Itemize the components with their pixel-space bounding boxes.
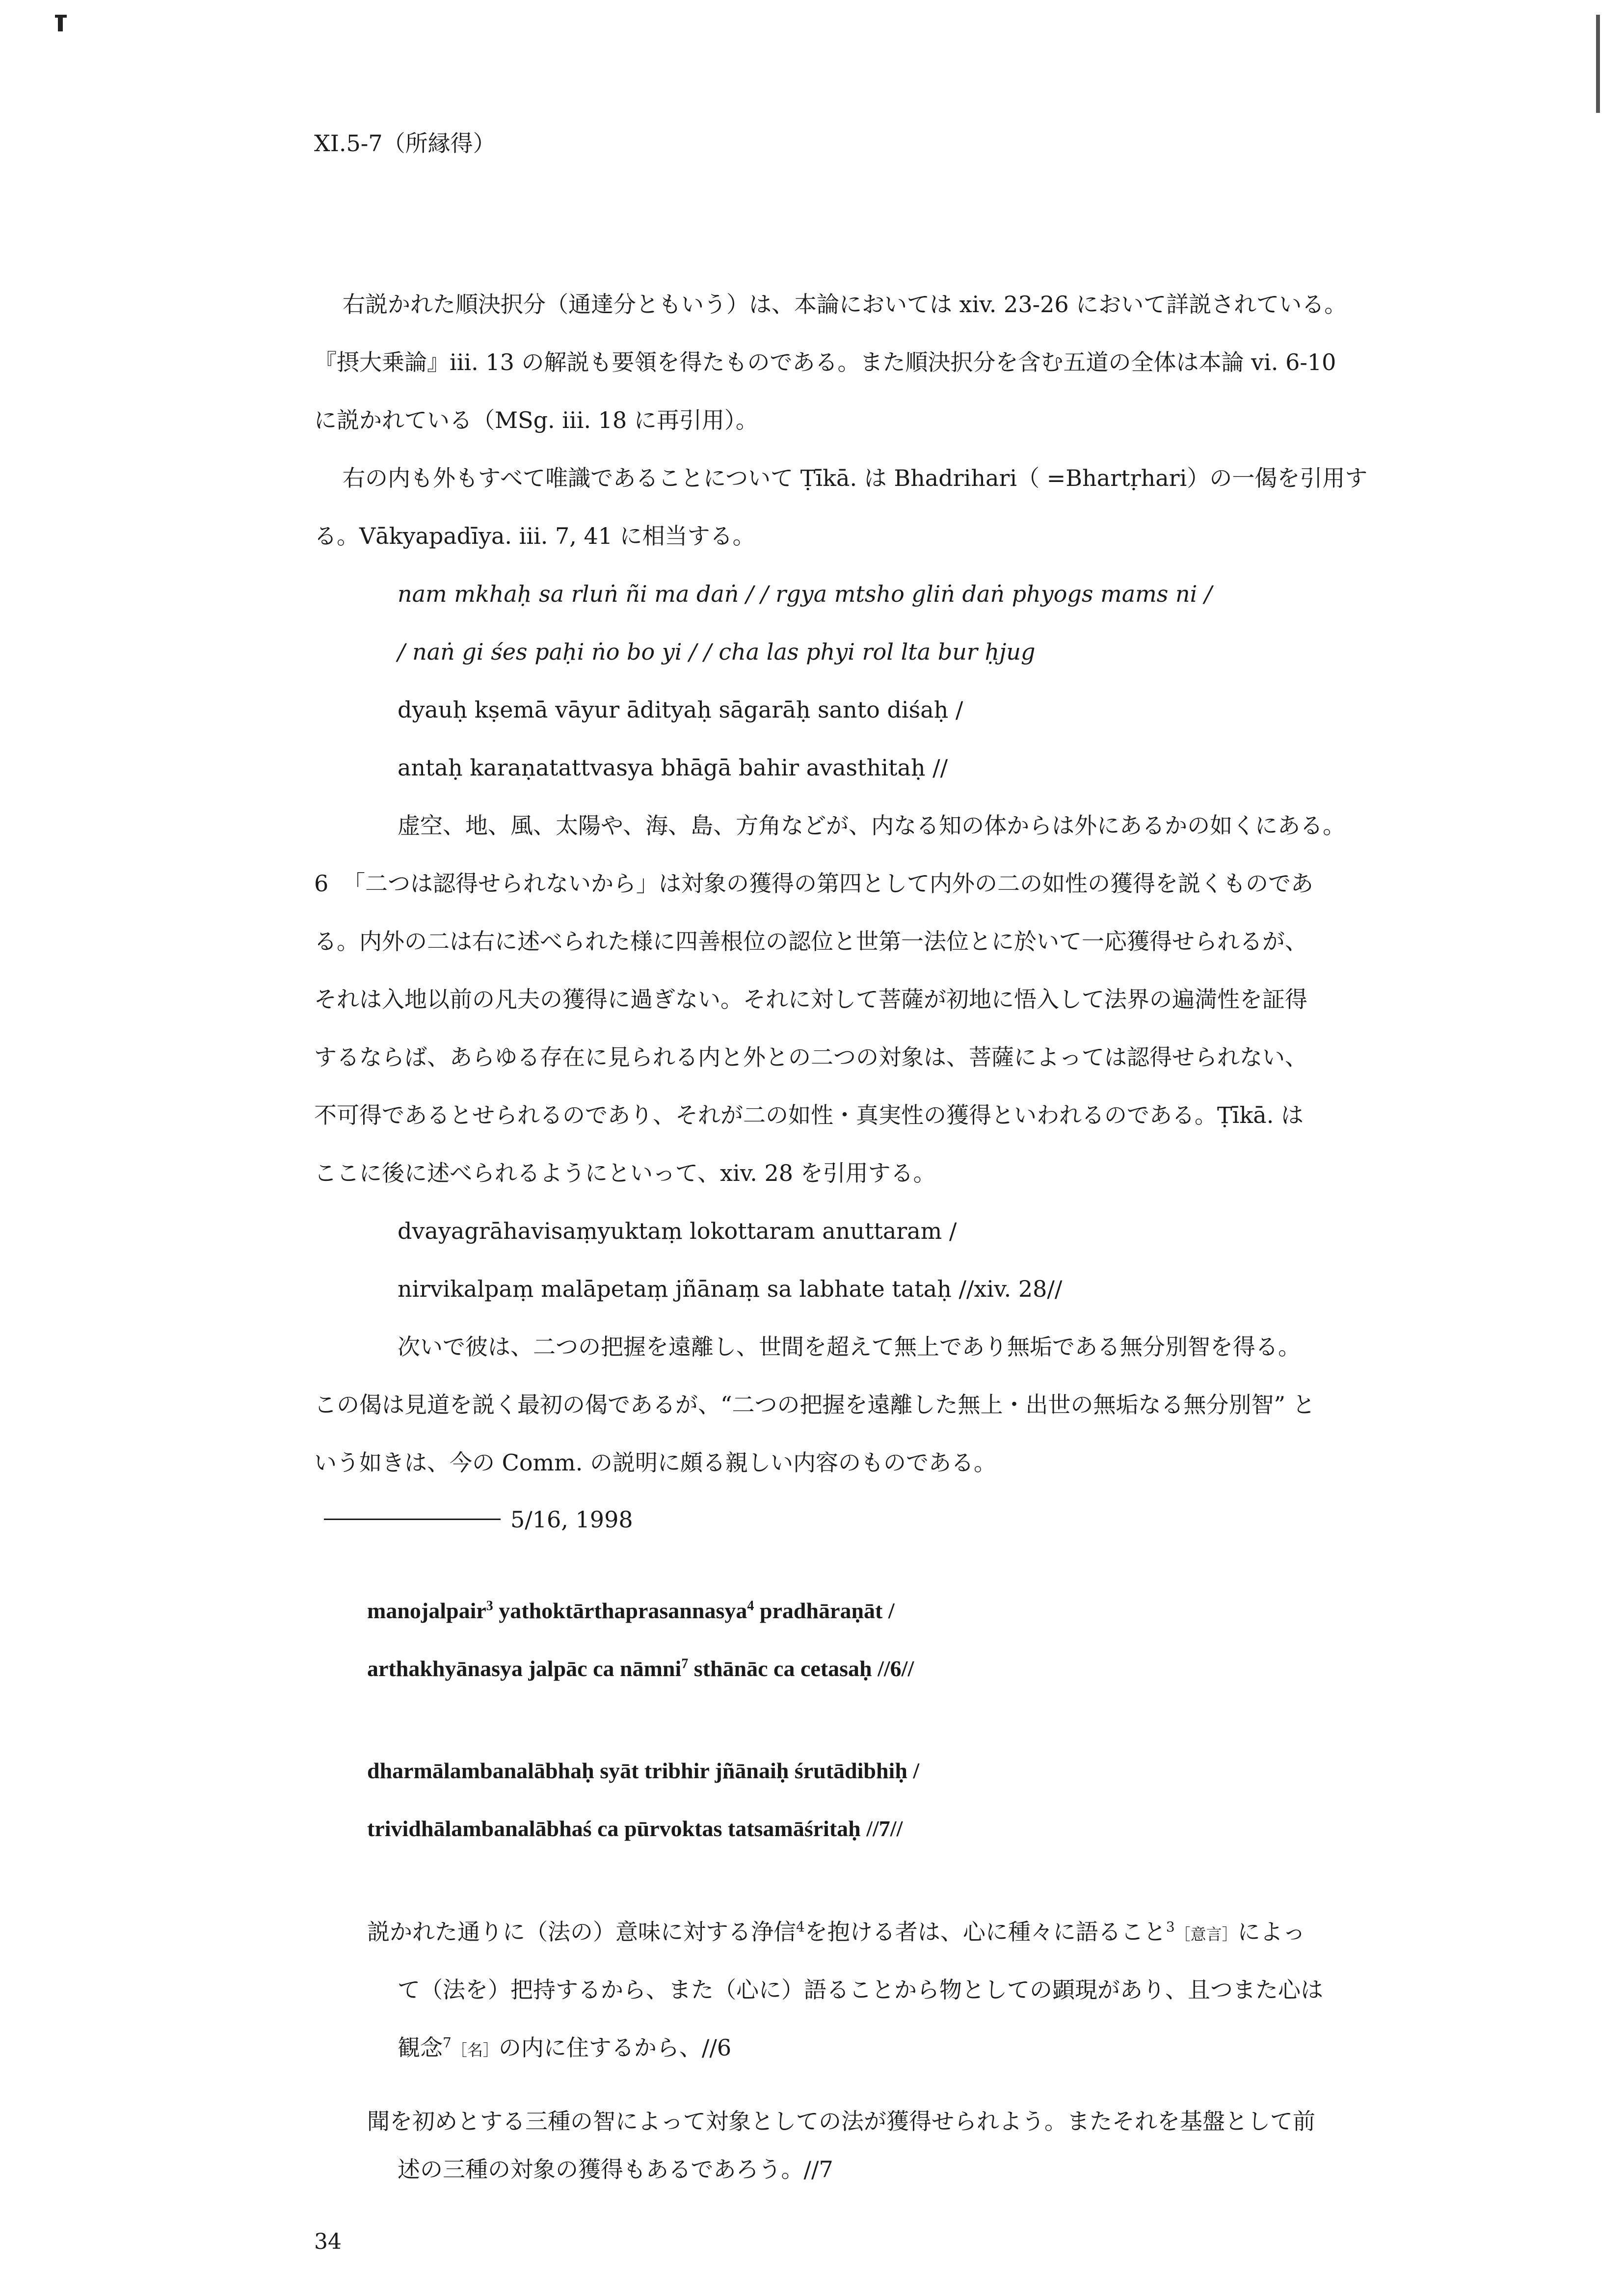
- gloss-iigon: ［意言］: [1174, 1925, 1238, 1944]
- tibetan-verse-line-1: nam mkhaḥ sa rluṅ ñi ma daṅ / / rgya mtsho gliṅ daṅ phyogs mams ni /: [398, 581, 1212, 607]
- verse6-phrase-arthakhyanasya: arthakhyānasya jalpāc ca nāmni: [367, 1656, 682, 1681]
- date-rule: [324, 1519, 501, 1520]
- xiv28-verse-line-1: dvayagrāhavisaṃyuktaṃ lokottaram anuttaram /: [398, 1218, 957, 1244]
- verse7-line-1: dharmālambanalābhaḥ syāt tribhir jñānaiḥ śrutādibhiḥ /: [367, 1758, 920, 1783]
- verse6-line-2: [367, 1654, 914, 1683]
- verse6-word-yathoktartha: yathoktārthaprasannasya: [493, 1598, 747, 1623]
- xiv28-translation-line-2: この偈は見道を説く最初の偈であるが、“二つの把握を遠離した無上・出世の無垢なる無分別智” と: [314, 1391, 1315, 1418]
- commentary-line-5: る。Vākyapadīya. iii. 7, 41 に相当する。: [314, 523, 755, 549]
- note6-line-3: それは入地以前の凡夫の獲得に過ぎない。それに対して菩薩が初地に悟入して法界の遍満性を証得: [314, 986, 1307, 1013]
- translation6-part-c: によっ: [1237, 1919, 1305, 1945]
- note6-line-6: ここに後に述べられるようにといって、xiv. 28 を引用する。: [314, 1160, 936, 1186]
- verse6-word-manojalpair: manojalpair: [367, 1598, 486, 1623]
- note6-line-5: 不可得であるとせられるのであり、それが二の如性・真実性の獲得といわれるのである。Ṭīkā. は: [314, 1102, 1304, 1128]
- scan-mark-top-left-bar: [55, 15, 67, 18]
- footnote-marker-4: 4: [747, 1598, 754, 1614]
- translation6-ending: の内に住するから、//6: [498, 2034, 732, 2061]
- verse6-word-pradharanat: pradhāraṇāt /: [754, 1598, 895, 1623]
- xiv28-translation-line-1: 次いで彼は、二つの把握を遠離し、世間を超えて無上であり無垢である無分別智を得る。: [398, 1334, 1301, 1360]
- note6-line-2: る。内外の二は右に述べられた様に四善根位の認位と世第一法位とに於いて一応獲得せられるが、: [314, 928, 1307, 955]
- translation-footnote-4: 4: [796, 1919, 805, 1935]
- verse6-line-1: [367, 1596, 895, 1626]
- commentary-line-3: に説かれている（MSg. iii. 18 に再引用）。: [314, 407, 758, 433]
- gloss-myo: ［名］: [451, 2041, 499, 2059]
- sanskrit-verse-line-2: antaḥ karaṇatattvasya bhāgā bahir avasthitaḥ //: [398, 754, 948, 781]
- verse7-line-2: trividhālambanalābhaś ca pūrvoktas tatsamāśritaḥ //7//: [367, 1816, 903, 1841]
- date-stamp: 5/16, 1998: [510, 1506, 633, 1533]
- translation6-word-kannen: 観念: [398, 2034, 443, 2061]
- footnote-marker-3: 3: [486, 1598, 493, 1614]
- tibetan-verse-line-2: / naṅ gi śes paḥi ṅo bo yi / / cha las phyi rol lta bur ḥjug: [398, 639, 1036, 665]
- note-number-6: 6: [314, 870, 329, 897]
- page-number: 34: [314, 2229, 342, 2254]
- translation-footnote-3: 3: [1166, 1919, 1175, 1935]
- commentary-line-1: 右説かれた順決択分（通達分ともいう）は、本論においては xiv. 23-26 において詳説されている。: [343, 291, 1347, 318]
- translation6-part-a: 説かれた通りに（法の）意味に対する浄信: [367, 1919, 796, 1945]
- footnote-marker-7: 7: [681, 1656, 689, 1672]
- xiv28-verse-line-2: nirvikalpaṃ malāpetaṃ jñānaṃ sa labhate tataḥ //xiv. 28//: [398, 1276, 1063, 1302]
- verse6-phrase-sthanac: sthānāc ca cetasaḥ //6//: [688, 1656, 914, 1681]
- translation6-line-3: [398, 2033, 731, 2065]
- translation6-line-1: [367, 1917, 1305, 1949]
- xiv28-translation-line-3: いう如きは、今の Comm. の説明に頗る親しい内容のものである。: [314, 1449, 996, 1476]
- scan-mark-right-edge: [1596, 15, 1600, 113]
- translation6-part-b: を抱ける者は、心に種々に語ること: [804, 1919, 1166, 1945]
- translation6-line-2: て（法を）把持するから、また（心に）語ることから物としての顕現があり、且つまた心は: [398, 1976, 1323, 2003]
- translation-footnote-7: 7: [443, 2034, 452, 2051]
- commentary-line-4: 右の内も外もすべて唯識であることについて Ṭīkā. は Bhadrihari（ =Bhartṛhari）の一偈を引用す: [343, 465, 1368, 491]
- translation7-line-1: 聞を初めとする三種の智によって対象としての法が獲得せられよう。またそれを基盤として前: [367, 2108, 1315, 2135]
- section-header: XI.5-7（所縁得）: [314, 130, 496, 157]
- verse-translation-1: 虚空、地、風、太陽や、海、島、方角などが、内なる知の体からは外にあるかの如くにある。: [398, 812, 1346, 839]
- note6-line-4: するならば、あらゆる存在に見られる内と外との二つの対象は、菩薩によっては認得せられない、: [314, 1044, 1307, 1070]
- note6-line-1: 「二つは認得せられないから」は対象の獲得の第四として内外の二の如性の獲得を説くものであ: [343, 870, 1313, 897]
- sanskrit-verse-line-1: dyauḥ kṣemā vāyur ādityaḥ sāgarāḥ santo diśaḥ /: [398, 696, 963, 723]
- translation7-line-2: 述の三種の対象の獲得もあるであろう。//7: [398, 2156, 833, 2183]
- commentary-line-2: 『摂大乗論』iii. 13 の解説も要領を得たものである。また順決択分を含む五道の全体は本論 vi. 6-10: [314, 349, 1336, 375]
